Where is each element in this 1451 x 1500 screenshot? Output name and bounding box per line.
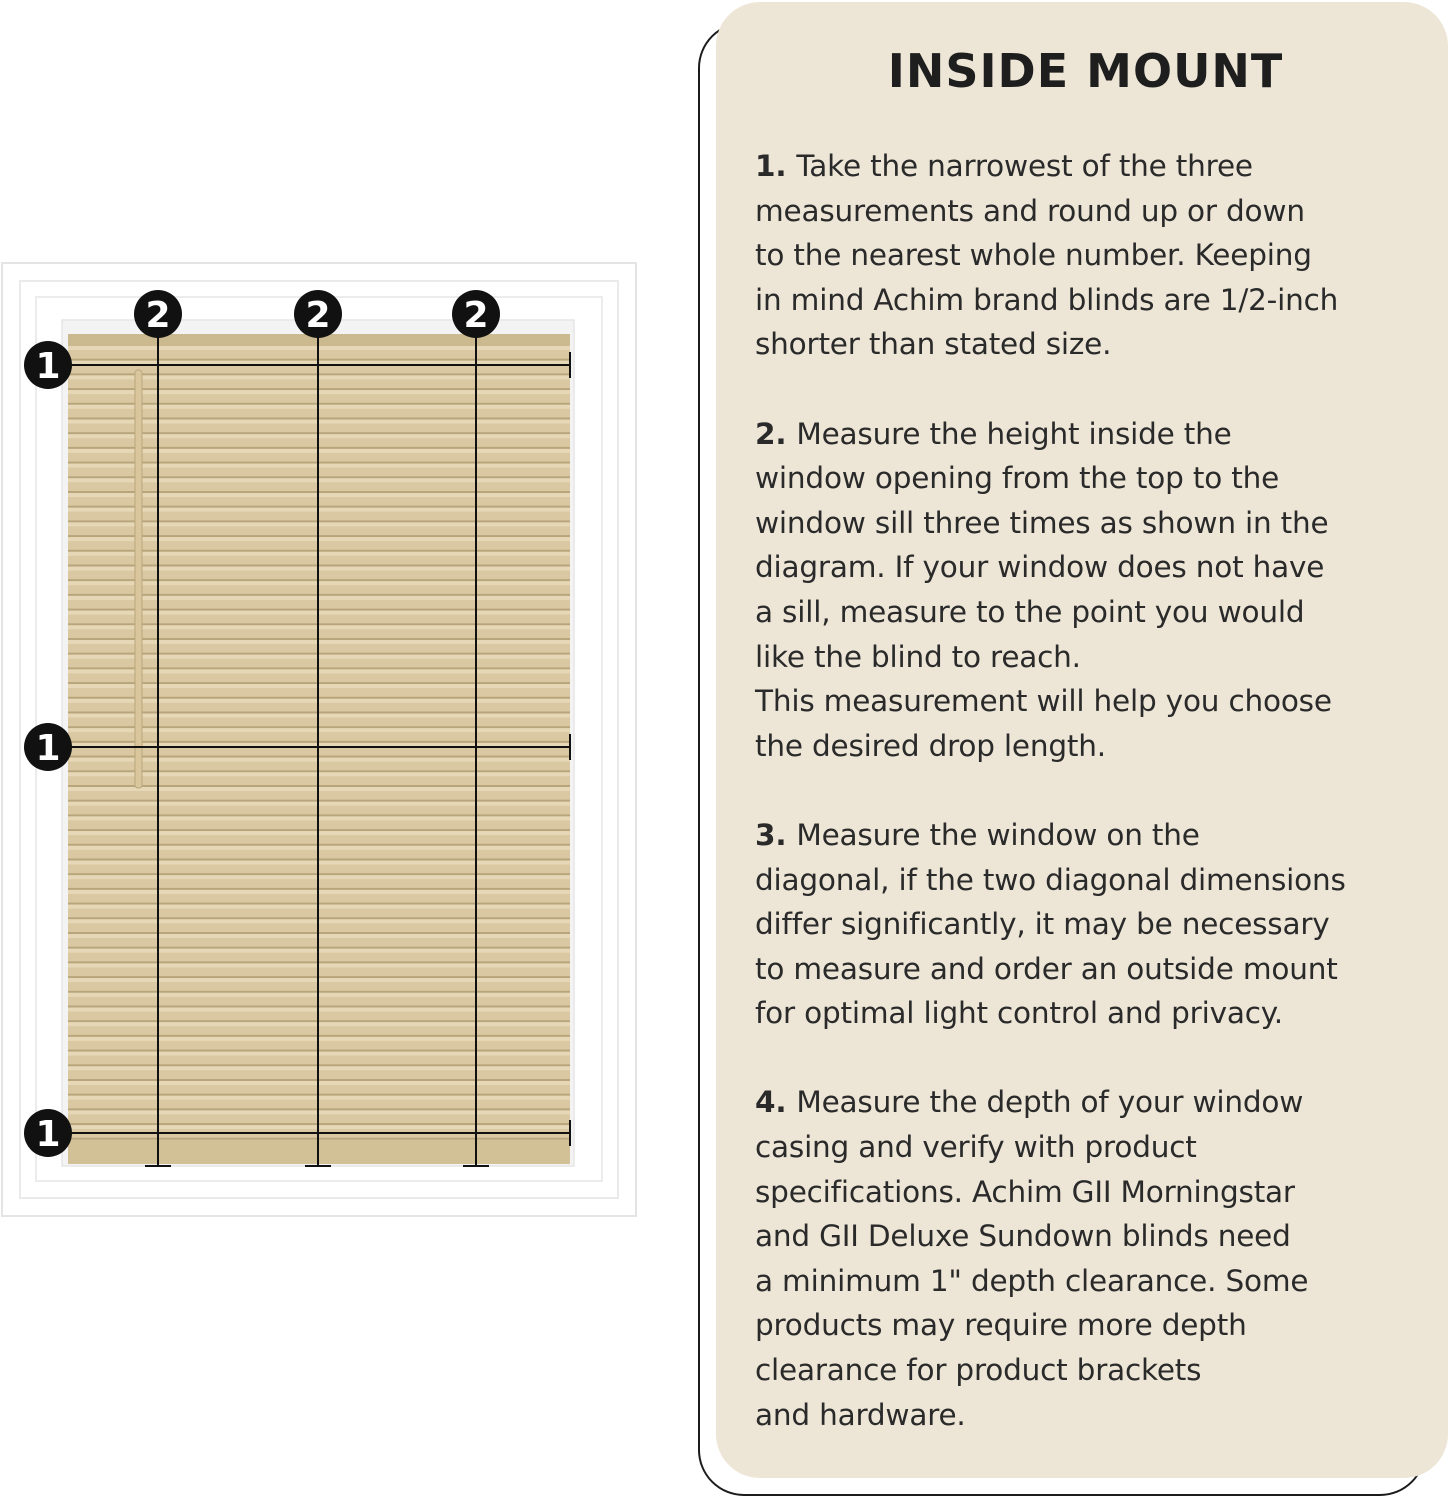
instruction-step [755, 412, 1428, 769]
step-line: for optimal light control and privacy. [755, 996, 1283, 1031]
step-line: window opening from the top to the [755, 461, 1280, 496]
height-marker [24, 1109, 72, 1157]
step-line: diagram. If your window does not have [755, 550, 1325, 585]
width-marker [294, 290, 342, 338]
height-marker-label: 1 [35, 1114, 61, 1155]
step-line: differ significantly, it may be necessary [755, 907, 1330, 942]
step-line: to measure and order an outside mount [755, 951, 1338, 986]
step-line: Measure the depth of your window [796, 1085, 1304, 1120]
step-line: diagonal, if the two diagonal dimensions [755, 862, 1346, 897]
step-line: This measurement will help you choose [755, 684, 1332, 719]
tilt-wand [135, 370, 142, 788]
width-marker-label: 2 [305, 295, 331, 336]
step-line: the desired drop length. [755, 728, 1106, 763]
step-line: products may require more depth [755, 1308, 1247, 1343]
card-title: INSIDE MOUNT [887, 44, 1284, 98]
step-line: Measure the window on the [796, 817, 1200, 852]
step-line: specifications. Achim GII Morningstar [755, 1174, 1295, 1209]
step-line: Take the narrowest of the three [796, 149, 1253, 183]
height-marker-label: 1 [35, 728, 61, 769]
step-number: 2. [755, 416, 787, 451]
window-blind-diagram [0, 0, 700, 1500]
height-marker [24, 341, 72, 389]
width-marker-label: 2 [145, 295, 171, 336]
step-line: and GII Deluxe Sundown blinds need [755, 1219, 1291, 1254]
instruction-step [755, 144, 1428, 367]
step-line: Measure the height inside the [796, 416, 1232, 451]
instruction-step [755, 1080, 1428, 1437]
step-line: in mind Achim brand blinds are 1/2-inch [755, 282, 1339, 317]
step-line: a minimum 1" depth clearance. Some [755, 1263, 1309, 1298]
step-line: a sill, measure to the point you would [755, 594, 1305, 629]
step-line: clearance for product brackets [755, 1353, 1202, 1388]
step-line: window sill three times as shown in the [755, 505, 1329, 540]
step-line: measurements and round up or down [755, 193, 1305, 228]
height-marker [24, 723, 72, 771]
instruction-card [716, 2, 1448, 1478]
step-line: shorter than stated size. [755, 327, 1112, 362]
instruction-step [755, 813, 1428, 1036]
step-line: and hardware. [755, 1397, 966, 1432]
width-marker-label: 2 [463, 295, 489, 336]
step-number: 3. [755, 817, 787, 852]
width-marker [452, 290, 500, 338]
width-marker [134, 290, 182, 338]
step-line: casing and verify with product [755, 1130, 1197, 1165]
step-line: like the blind to reach. [755, 639, 1081, 674]
step-number: 4. [755, 1085, 787, 1120]
height-marker-label: 1 [35, 346, 61, 387]
step-number: 1. [755, 149, 787, 183]
step-line: to the nearest whole number. Keeping [755, 238, 1312, 273]
